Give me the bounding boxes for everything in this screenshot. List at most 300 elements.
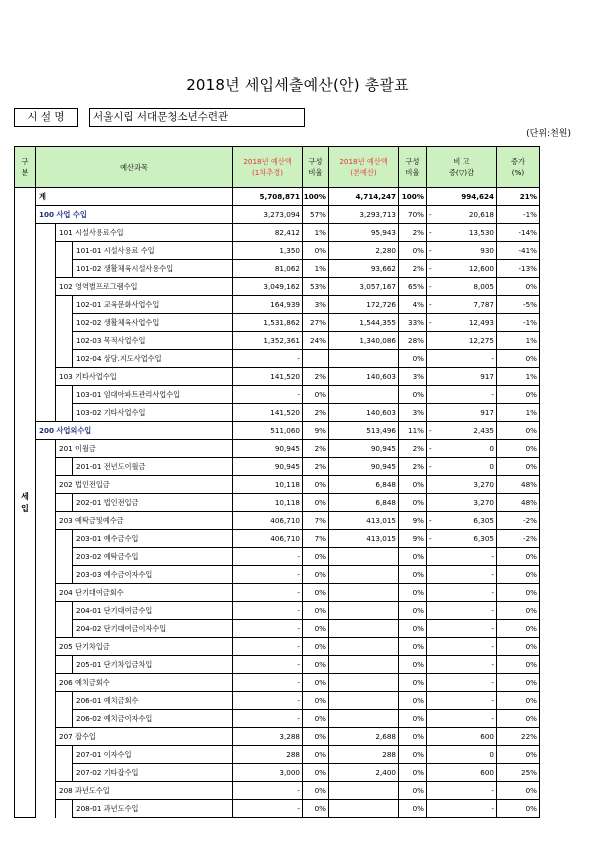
ratio-2-cell: 0%	[399, 764, 427, 782]
diff-value: -	[491, 552, 494, 561]
diff-cell	[427, 260, 497, 278]
ratio-2-cell: 3%	[399, 404, 427, 422]
table-row	[15, 440, 540, 458]
diff-cell	[427, 422, 497, 440]
ratio-1-cell: 100%	[303, 188, 329, 206]
ratio-2-cell: 28%	[399, 332, 427, 350]
table-row	[15, 620, 540, 638]
indent-cell	[36, 620, 56, 638]
diff-cell	[427, 566, 497, 584]
header-subject: 예산과목	[36, 147, 233, 188]
indent-cell	[36, 314, 56, 332]
diff-value: 600	[480, 768, 494, 777]
rate-cell: 48%	[497, 494, 540, 512]
indent-cell	[36, 440, 56, 458]
ratio-1-cell: 1%	[303, 224, 329, 242]
subject-cell: 100 사업 수입	[36, 206, 233, 224]
diff-cell	[427, 350, 497, 368]
indent-cell	[36, 494, 56, 512]
budget-1-cell: -	[233, 386, 303, 404]
budget-2-cell: 513,496	[329, 422, 399, 440]
ratio-1-cell: 0%	[303, 746, 329, 764]
ratio-1-cell: 27%	[303, 314, 329, 332]
diff-value: 0	[489, 750, 494, 759]
diff-cell	[427, 548, 497, 566]
indent-cell	[36, 512, 56, 530]
diff-cell	[427, 458, 497, 476]
budget-1-cell: 90,945	[233, 440, 303, 458]
subject-cell: 101 시설사용료수입	[56, 224, 233, 242]
ratio-2-cell: 65%	[399, 278, 427, 296]
subject-cell: 101-02 생활체육시설사용수입	[73, 260, 233, 278]
indent-cell	[36, 260, 56, 278]
budget-1-cell: -	[233, 350, 303, 368]
budget-1-cell: 3,288	[233, 728, 303, 746]
diff-value: 2,435	[473, 426, 494, 435]
budget-1-cell: 1,350	[233, 242, 303, 260]
ratio-2-cell: 0%	[399, 728, 427, 746]
ratio-1-cell: 53%	[303, 278, 329, 296]
table-row	[15, 584, 540, 602]
table-row	[15, 656, 540, 674]
indent-cell	[36, 386, 56, 404]
diff-value: 917	[480, 372, 494, 381]
budget-2-cell: 6,848	[329, 476, 399, 494]
subject-cell: 203-01 예수금수입	[73, 530, 233, 548]
subject-cell: 207-01 이자수입	[73, 746, 233, 764]
ratio-2-cell: 0%	[399, 584, 427, 602]
budget-2-cell	[329, 548, 399, 566]
diff-value: -	[491, 660, 494, 669]
ratio-2-cell: 0%	[399, 692, 427, 710]
budget-1-cell: -	[233, 710, 303, 728]
ratio-2-cell: 0%	[399, 782, 427, 800]
ratio-2-cell: 2%	[399, 440, 427, 458]
rate-cell: 0%	[497, 638, 540, 656]
budget-1-cell: 511,060	[233, 422, 303, 440]
ratio-2-cell: 0%	[399, 494, 427, 512]
budget-2-cell: 93,662	[329, 260, 399, 278]
ratio-2-cell: 0%	[399, 386, 427, 404]
table-row	[15, 800, 540, 818]
ratio-1-cell: 0%	[303, 602, 329, 620]
diff-value: 13,530	[468, 228, 494, 237]
indent-cell	[36, 710, 56, 728]
diff-value: 12,275	[468, 336, 494, 345]
budget-1-cell: -	[233, 638, 303, 656]
subject-cell: 202-01 법인전입금	[73, 494, 233, 512]
rate-cell: 1%	[497, 404, 540, 422]
ratio-1-cell: 0%	[303, 242, 329, 260]
indent-cell	[36, 728, 56, 746]
rate-cell: 0%	[497, 602, 540, 620]
diff-value: -	[491, 678, 494, 687]
diff-value: 12,600	[468, 264, 494, 273]
budget-1-cell: -	[233, 566, 303, 584]
indent-cell	[56, 764, 73, 782]
budget-2-cell	[329, 620, 399, 638]
ratio-1-cell: 24%	[303, 332, 329, 350]
budget-1-cell: 5,708,871	[233, 188, 303, 206]
ratio-2-cell: 100%	[399, 188, 427, 206]
indent-cell	[56, 548, 73, 566]
ratio-2-cell: 70%	[399, 206, 427, 224]
budget-2-cell	[329, 710, 399, 728]
budget-2-cell: 95,943	[329, 224, 399, 242]
diff-cell	[427, 692, 497, 710]
ratio-2-cell: 0%	[399, 710, 427, 728]
budget-2-cell	[329, 602, 399, 620]
rate-cell: -41%	[497, 242, 540, 260]
indent-cell	[36, 404, 56, 422]
diff-sign: -	[429, 462, 432, 471]
ratio-2-cell: 0%	[399, 350, 427, 368]
diff-cell	[427, 368, 497, 386]
budget-2-cell	[329, 638, 399, 656]
table-row	[15, 638, 540, 656]
budget-2-cell: 2,280	[329, 242, 399, 260]
indent-cell	[36, 224, 56, 242]
indent-cell	[36, 800, 56, 818]
table-row	[15, 692, 540, 710]
table-row	[15, 422, 540, 440]
ratio-1-cell: 57%	[303, 206, 329, 224]
rate-cell: 25%	[497, 764, 540, 782]
subject-cell: 206-02 예치금이자수입	[73, 710, 233, 728]
table-row	[15, 674, 540, 692]
subject-cell: 102 영역별프로그램수입	[56, 278, 233, 296]
budget-1-cell: 141,520	[233, 404, 303, 422]
rate-cell: 0%	[497, 386, 540, 404]
table-row	[15, 260, 540, 278]
diff-value: -	[491, 786, 494, 795]
facility-label: 시 설 명	[14, 108, 78, 127]
header-ratio-2: 구성 비율	[399, 147, 427, 188]
rate-cell: 0%	[497, 440, 540, 458]
diff-cell	[427, 242, 497, 260]
ratio-1-cell: 0%	[303, 620, 329, 638]
rate-cell: 0%	[497, 422, 540, 440]
budget-1-cell: -	[233, 674, 303, 692]
subject-cell: 207 잡수입	[56, 728, 233, 746]
subject-cell: 207-02 기타잡수입	[73, 764, 233, 782]
rate-cell: 21%	[497, 188, 540, 206]
indent-cell	[36, 548, 56, 566]
facility-name: 서울시립 서대문청소년수련관	[89, 108, 305, 127]
indent-cell	[56, 656, 73, 674]
subject-cell: 204-01 단기대여금수입	[73, 602, 233, 620]
table-row	[15, 476, 540, 494]
indent-cell	[56, 566, 73, 584]
table-row	[15, 548, 540, 566]
table-row	[15, 746, 540, 764]
subject-cell: 101-01 시설사용료 수입	[73, 242, 233, 260]
budget-1-cell: 406,710	[233, 512, 303, 530]
diff-cell	[427, 314, 497, 332]
ratio-1-cell: 0%	[303, 782, 329, 800]
indent-cell	[56, 350, 73, 368]
ratio-2-cell: 0%	[399, 548, 427, 566]
diff-value: 994,624	[461, 192, 494, 201]
diff-value: 8,005	[473, 282, 494, 291]
subject-cell: 204-02 단기대여금이자수입	[73, 620, 233, 638]
diff-value: 7,787	[473, 300, 494, 309]
indent-cell	[36, 242, 56, 260]
budget-2-cell	[329, 584, 399, 602]
diff-cell	[427, 404, 497, 422]
indent-cell	[56, 314, 73, 332]
table-row	[15, 458, 540, 476]
ratio-1-cell: 0%	[303, 710, 329, 728]
budget-2-cell: 2,400	[329, 764, 399, 782]
document-title: 2018년 세입세출예산(안) 총괄표	[186, 76, 409, 94]
rate-cell: 0%	[497, 800, 540, 818]
table-row	[15, 386, 540, 404]
diff-value: -	[491, 390, 494, 399]
ratio-2-cell: 0%	[399, 656, 427, 674]
ratio-2-cell: 3%	[399, 368, 427, 386]
diff-value: -	[491, 588, 494, 597]
ratio-2-cell: 11%	[399, 422, 427, 440]
subject-cell: 102-02 생활체육사업수입	[73, 314, 233, 332]
ratio-1-cell: 0%	[303, 494, 329, 512]
indent-cell	[56, 494, 73, 512]
diff-cell	[427, 278, 497, 296]
diff-value: 0	[489, 444, 494, 453]
diff-cell	[427, 386, 497, 404]
indent-cell	[36, 656, 56, 674]
diff-sign: -	[429, 210, 432, 219]
diff-value: -	[491, 606, 494, 615]
diff-cell	[427, 476, 497, 494]
budget-2-cell: 2,688	[329, 728, 399, 746]
diff-value: -	[491, 696, 494, 705]
budget-1-cell: 141,520	[233, 368, 303, 386]
diff-cell	[427, 584, 497, 602]
rate-cell: 1%	[497, 332, 540, 350]
rate-cell: -14%	[497, 224, 540, 242]
ratio-1-cell: 0%	[303, 728, 329, 746]
budget-2-cell: 140,603	[329, 368, 399, 386]
table-row	[15, 404, 540, 422]
diff-cell	[427, 638, 497, 656]
diff-sign: -	[429, 444, 432, 453]
diff-sign: -	[429, 516, 432, 525]
rate-cell: 0%	[497, 458, 540, 476]
ratio-1-cell: 0%	[303, 764, 329, 782]
rate-cell: 0%	[497, 620, 540, 638]
diff-cell	[427, 224, 497, 242]
subject-cell: 208-01 과년도수입	[73, 800, 233, 818]
rate-cell: -5%	[497, 296, 540, 314]
budget-2-cell: 1,340,086	[329, 332, 399, 350]
ratio-1-cell	[303, 350, 329, 368]
diff-cell	[427, 656, 497, 674]
diff-value: 930	[480, 246, 494, 255]
budget-2-cell: 6,848	[329, 494, 399, 512]
ratio-2-cell: 0%	[399, 620, 427, 638]
table-row	[15, 494, 540, 512]
table-row	[15, 188, 540, 206]
diff-sign: -	[429, 534, 432, 543]
subject-cell: 203-02 예탁금수입	[73, 548, 233, 566]
table-row	[15, 206, 540, 224]
subject-cell: 103-02 기타사업수입	[73, 404, 233, 422]
ratio-1-cell: 0%	[303, 800, 329, 818]
diff-sign: -	[429, 426, 432, 435]
rate-cell: 1%	[497, 368, 540, 386]
ratio-2-cell: 9%	[399, 530, 427, 548]
ratio-1-cell: 0%	[303, 692, 329, 710]
budget-1-cell: -	[233, 782, 303, 800]
indent-cell	[36, 566, 56, 584]
budget-2-cell: 3,057,167	[329, 278, 399, 296]
budget-2-cell	[329, 386, 399, 404]
subject-cell: 203 예탁금및예수금	[56, 512, 233, 530]
indent-cell	[36, 638, 56, 656]
subject-cell: 102-03 목적사업수입	[73, 332, 233, 350]
diff-sign: -	[429, 246, 432, 255]
indent-cell	[56, 404, 73, 422]
ratio-1-cell: 1%	[303, 260, 329, 278]
subject-cell: 205 단기차입금	[56, 638, 233, 656]
diff-cell	[427, 512, 497, 530]
subject-cell: 205-01 단기차입금차입	[73, 656, 233, 674]
budget-2-cell: 288	[329, 746, 399, 764]
ratio-1-cell: 7%	[303, 530, 329, 548]
subject-cell: 202 법인전입금	[56, 476, 233, 494]
diff-value: 3,270	[473, 498, 494, 507]
indent-cell	[56, 458, 73, 476]
subject-cell: 208 과년도수입	[56, 782, 233, 800]
diff-value: 3,270	[473, 480, 494, 489]
indent-cell	[56, 692, 73, 710]
ratio-1-cell: 0%	[303, 674, 329, 692]
indent-cell	[36, 278, 56, 296]
budget-2-cell: 4,714,247	[329, 188, 399, 206]
diff-cell	[427, 728, 497, 746]
diff-value: -	[491, 642, 494, 651]
budget-1-cell: 406,710	[233, 530, 303, 548]
ratio-1-cell: 0%	[303, 386, 329, 404]
rate-cell: 0%	[497, 350, 540, 368]
ratio-1-cell: 2%	[303, 404, 329, 422]
indent-cell	[56, 530, 73, 548]
table-row	[15, 566, 540, 584]
rate-cell: 0%	[497, 692, 540, 710]
budget-2-cell	[329, 800, 399, 818]
ratio-2-cell: 0%	[399, 476, 427, 494]
indent-cell	[56, 602, 73, 620]
budget-1-cell: 3,000	[233, 764, 303, 782]
ratio-2-cell: 0%	[399, 602, 427, 620]
budget-1-cell: 288	[233, 746, 303, 764]
budget-1-cell: -	[233, 656, 303, 674]
budget-1-cell: -	[233, 548, 303, 566]
budget-1-cell: -	[233, 692, 303, 710]
rate-cell: 0%	[497, 566, 540, 584]
table-row	[15, 710, 540, 728]
table-row	[15, 242, 540, 260]
budget-1-cell: -	[233, 584, 303, 602]
diff-value: -	[491, 570, 494, 579]
ratio-1-cell: 0%	[303, 548, 329, 566]
header-row	[15, 147, 540, 188]
diff-sign: -	[429, 228, 432, 237]
ratio-2-cell: 33%	[399, 314, 427, 332]
indent-cell	[36, 764, 56, 782]
header-diff: 비 고 증(▽)감	[427, 147, 497, 188]
budget-2-cell: 3,293,713	[329, 206, 399, 224]
ratio-2-cell: 2%	[399, 224, 427, 242]
ratio-2-cell: 0%	[399, 242, 427, 260]
header-gubun: 구 분	[15, 147, 36, 188]
subject-cell: 203-03 예수금이자수입	[73, 566, 233, 584]
diff-cell	[427, 674, 497, 692]
rate-cell: 0%	[497, 548, 540, 566]
table-row	[15, 530, 540, 548]
subject-cell: 206-01 예치금회수	[73, 692, 233, 710]
diff-value: -	[491, 804, 494, 813]
diff-value: 20,618	[468, 210, 494, 219]
ratio-2-cell: 9%	[399, 512, 427, 530]
header-rate: 증가 (%)	[497, 147, 540, 188]
budget-1-cell: 3,273,094	[233, 206, 303, 224]
indent-cell	[56, 260, 73, 278]
indent-cell	[36, 296, 56, 314]
rate-cell: -2%	[497, 512, 540, 530]
ratio-1-cell: 2%	[303, 440, 329, 458]
subject-cell: 201 이월금	[56, 440, 233, 458]
ratio-1-cell: 0%	[303, 656, 329, 674]
diff-value: 917	[480, 408, 494, 417]
indent-cell	[56, 242, 73, 260]
budget-1-cell: 10,118	[233, 494, 303, 512]
table-row	[15, 368, 540, 386]
rate-cell: 0%	[497, 278, 540, 296]
diff-sign: -	[429, 318, 432, 327]
table-row	[15, 602, 540, 620]
subject-cell: 201-01 전년도이월금	[73, 458, 233, 476]
table-row	[15, 224, 540, 242]
indent-cell	[56, 710, 73, 728]
budget-2-cell: 413,015	[329, 530, 399, 548]
ratio-1-cell: 2%	[303, 368, 329, 386]
rate-cell: 0%	[497, 782, 540, 800]
budget-2-cell: 90,945	[329, 458, 399, 476]
budget-2-cell: 1,544,355	[329, 314, 399, 332]
diff-cell	[427, 332, 497, 350]
diff-cell	[427, 782, 497, 800]
table-row	[15, 314, 540, 332]
budget-2-cell	[329, 350, 399, 368]
indent-cell	[36, 530, 56, 548]
indent-cell	[36, 602, 56, 620]
diff-cell	[427, 710, 497, 728]
ratio-2-cell: 2%	[399, 260, 427, 278]
table-row	[15, 764, 540, 782]
header-budget-1: 2018년 예산액 (1차추경)	[233, 147, 303, 188]
indent-cell	[56, 746, 73, 764]
ratio-2-cell: 0%	[399, 566, 427, 584]
table-row	[15, 350, 540, 368]
indent-cell	[36, 458, 56, 476]
diff-cell	[427, 188, 497, 206]
budget-1-cell: 1,531,862	[233, 314, 303, 332]
budget-1-cell: 164,939	[233, 296, 303, 314]
ratio-2-cell: 2%	[399, 458, 427, 476]
table-row	[15, 512, 540, 530]
